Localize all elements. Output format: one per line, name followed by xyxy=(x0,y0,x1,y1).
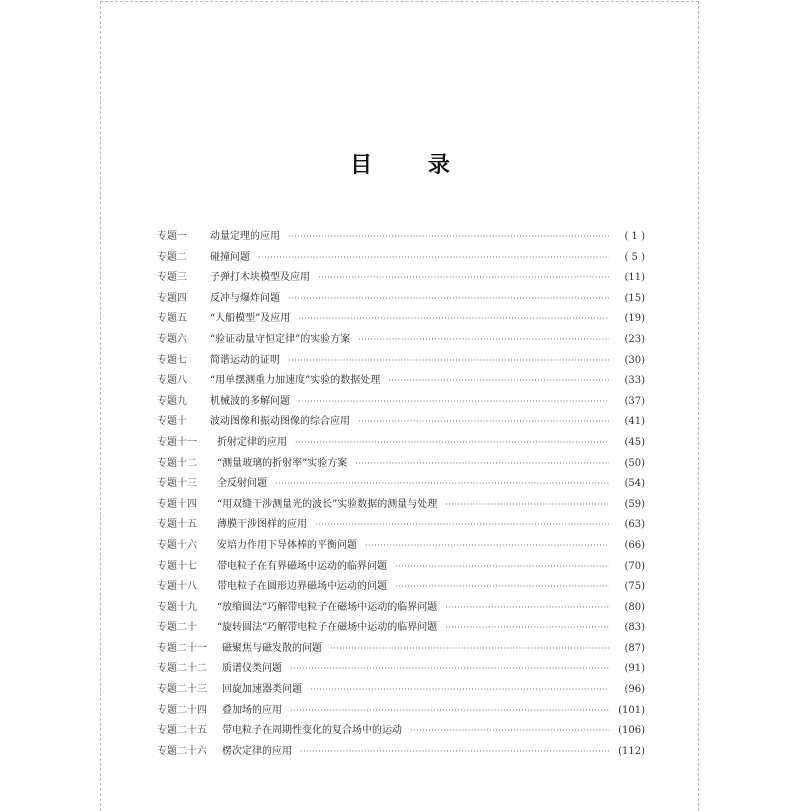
toc-entry-title: 碰撞问题 xyxy=(210,251,250,263)
toc-entry-title: 薄膜干涉图样的应用 xyxy=(217,519,307,531)
toc-entry-page: (41) xyxy=(624,416,645,428)
toc-entry-page: ( 1 ) xyxy=(624,231,645,242)
toc-entry[interactable] xyxy=(157,433,645,454)
toc-entry[interactable] xyxy=(157,392,645,413)
toc-entry-page: (54) xyxy=(624,478,645,490)
dot-leader xyxy=(445,618,609,639)
toc-entry[interactable] xyxy=(157,536,645,557)
table-of-contents xyxy=(157,227,645,762)
toc-entry-page: (50) xyxy=(624,457,645,469)
toc-entry-label: 专题二十三 xyxy=(157,684,207,696)
toc-entry-title: 子弹打木块模型及应用 xyxy=(210,272,310,284)
toc-entry-page: (45) xyxy=(624,436,645,448)
toc-entry-label: 专题八 xyxy=(157,375,187,387)
toc-entry-title: 动量定理的应用 xyxy=(210,231,280,242)
toc-entry-title: 全反射问题 xyxy=(217,478,267,490)
toc-entry[interactable] xyxy=(157,577,645,598)
toc-entry-title: “旋转圆法”巧解带电粒子在磁场中运动的临界问题 xyxy=(217,622,438,634)
toc-entry-label: 专题十一 xyxy=(157,436,197,448)
toc-entry-label: 专题二十五 xyxy=(157,725,207,737)
toc-entry[interactable] xyxy=(157,680,645,701)
toc-entry-title: 简谐运动的证明 xyxy=(210,354,280,366)
toc-entry-page: ( 5 ) xyxy=(624,251,645,263)
dot-leader xyxy=(298,309,609,330)
dot-leader xyxy=(358,412,609,433)
toc-entry-label: 专题七 xyxy=(157,354,187,366)
toc-entry[interactable] xyxy=(157,248,645,269)
toc-entry-page: (112) xyxy=(618,745,645,757)
toc-entry-title: 波动图像和振动图像的综合应用 xyxy=(210,416,350,428)
dot-leader xyxy=(288,289,609,310)
dot-leader xyxy=(318,268,609,289)
toc-entry-page: (70) xyxy=(624,560,645,572)
toc-entry-label: 专题二十六 xyxy=(157,745,207,757)
toc-entry[interactable] xyxy=(157,454,645,475)
toc-entry-page: (80) xyxy=(624,601,645,613)
toc-entry[interactable] xyxy=(157,598,645,619)
dot-leader xyxy=(395,577,609,598)
toc-entry-title: 折射定律的应用 xyxy=(217,436,287,448)
dot-leader xyxy=(298,392,609,413)
dot-leader xyxy=(288,351,609,372)
page-title: 目 录 xyxy=(350,151,474,178)
dot-leader xyxy=(395,557,609,578)
toc-entry-title: 带电粒子在有界磁场中运动的临界问题 xyxy=(217,560,387,572)
toc-entry-title: 反冲与爆炸问题 xyxy=(210,292,280,304)
toc-entry-page: (37) xyxy=(624,395,645,407)
toc-entry-page: (19) xyxy=(624,313,645,325)
toc-entry-page: (11) xyxy=(624,272,645,284)
toc-entry-title: “测量玻璃的折射率”实验方案 xyxy=(217,457,348,469)
toc-entry-label: 专题一 xyxy=(157,231,187,242)
dot-leader xyxy=(295,433,609,454)
toc-entry[interactable] xyxy=(157,351,645,372)
dot-leader xyxy=(358,330,609,351)
toc-entry[interactable] xyxy=(157,289,645,310)
toc-entry-title: 磁聚焦与磁发散的问题 xyxy=(222,642,322,654)
toc-entry-label: 专题十六 xyxy=(157,539,197,551)
toc-entry[interactable] xyxy=(157,474,645,495)
toc-entry[interactable] xyxy=(157,330,645,351)
toc-entry[interactable] xyxy=(157,227,645,248)
toc-entry[interactable] xyxy=(157,515,645,536)
toc-entry-page: (63) xyxy=(624,519,645,531)
toc-entry-label: 专题十五 xyxy=(157,519,197,531)
toc-entry-label: 专题十 xyxy=(157,416,187,428)
toc-entry-title: “用单摆测重力加速度”实验的数据处理 xyxy=(210,375,381,387)
dot-leader xyxy=(315,515,609,536)
dot-leader xyxy=(355,454,609,475)
toc-entry[interactable] xyxy=(157,309,645,330)
toc-entry-title: 回旋加速器类问题 xyxy=(222,684,302,696)
toc-entry-label: 专题十三 xyxy=(157,478,197,490)
toc-entry[interactable] xyxy=(157,495,645,516)
toc-entry-page: (66) xyxy=(624,539,645,551)
dot-leader xyxy=(288,227,609,248)
toc-entry-title: “验证动量守恒定律”的实验方案 xyxy=(210,333,351,345)
toc-entry-page: (15) xyxy=(624,292,645,304)
dot-leader xyxy=(275,474,609,495)
toc-entry[interactable] xyxy=(157,639,645,660)
dot-leader xyxy=(330,639,609,660)
toc-entry-label: 专题二十二 xyxy=(157,663,207,675)
toc-entry-page: (96) xyxy=(624,684,645,696)
toc-entry-title: 安培力作用下导体棒的平衡问题 xyxy=(217,539,357,551)
dot-leader xyxy=(365,536,609,557)
toc-entry-page: (91) xyxy=(624,663,645,675)
toc-entry-label: 专题十八 xyxy=(157,581,197,593)
toc-entry-label: 专题五 xyxy=(157,313,187,325)
toc-entry-title: 带电粒子在圆形边界磁场中运动的问题 xyxy=(217,581,387,593)
toc-entry-title: 楞次定律的应用 xyxy=(222,745,292,757)
dot-leader xyxy=(290,701,609,722)
toc-entry-label: 专题二十 xyxy=(157,622,197,634)
toc-entry-label: 专题十二 xyxy=(157,457,197,469)
toc-entry-title: “人船模型”及应用 xyxy=(210,313,291,325)
toc-entry-label: 专题十七 xyxy=(157,560,197,572)
toc-entry[interactable] xyxy=(157,659,645,680)
dot-leader xyxy=(290,659,609,680)
toc-entry-page: (23) xyxy=(624,333,645,345)
dot-leader xyxy=(310,680,609,701)
toc-entry-label: 专题二十一 xyxy=(157,642,207,654)
toc-entry-label: 专题十九 xyxy=(157,601,197,613)
dot-leader xyxy=(445,598,609,619)
dot-leader xyxy=(388,371,609,392)
dot-leader xyxy=(445,495,609,516)
toc-entry-label: 专题二 xyxy=(157,251,187,263)
toc-entry-page: (106) xyxy=(618,725,645,737)
toc-entry[interactable] xyxy=(157,557,645,578)
toc-entry[interactable] xyxy=(157,268,645,289)
toc-entry-label: 专题六 xyxy=(157,333,187,345)
toc-entry-label: 专题十四 xyxy=(157,498,197,510)
toc-entry-label: 专题九 xyxy=(157,395,187,407)
toc-entry-label: 专题三 xyxy=(157,272,187,284)
toc-entry-page: (59) xyxy=(624,498,645,510)
toc-entry[interactable] xyxy=(157,742,645,763)
dot-leader xyxy=(300,742,609,763)
toc-entry-label: 专题四 xyxy=(157,292,187,304)
toc-entry[interactable] xyxy=(157,618,645,639)
toc-entry-page: (30) xyxy=(624,354,645,366)
toc-entry-page: (101) xyxy=(618,704,645,716)
toc-entry[interactable] xyxy=(157,701,645,722)
toc-entry-title: 带电粒子在周期性变化的复合场中的运动 xyxy=(222,725,402,737)
toc-entry-title: 机械波的多解问题 xyxy=(210,395,290,407)
toc-entry-page: (87) xyxy=(624,642,645,654)
toc-entry-title: “放缩圆法”巧解带电粒子在磁场中运动的临界问题 xyxy=(217,601,438,613)
toc-entry-title: 质谱仪类问题 xyxy=(222,663,282,675)
toc-entry-page: (75) xyxy=(624,581,645,593)
toc-entry-title: “用双缝干涉测量光的波长”实验数据的测量与处理 xyxy=(217,498,438,510)
toc-entry-page: (33) xyxy=(624,375,645,387)
dot-leader xyxy=(410,721,609,742)
dot-leader xyxy=(258,248,609,269)
toc-entry[interactable] xyxy=(157,721,645,742)
toc-entry-page: (83) xyxy=(624,622,645,634)
toc-entry-label: 专题二十四 xyxy=(157,704,207,716)
toc-entry[interactable] xyxy=(157,412,645,433)
toc-entry-title: 叠加场的应用 xyxy=(222,704,282,716)
toc-entry[interactable] xyxy=(157,371,645,392)
